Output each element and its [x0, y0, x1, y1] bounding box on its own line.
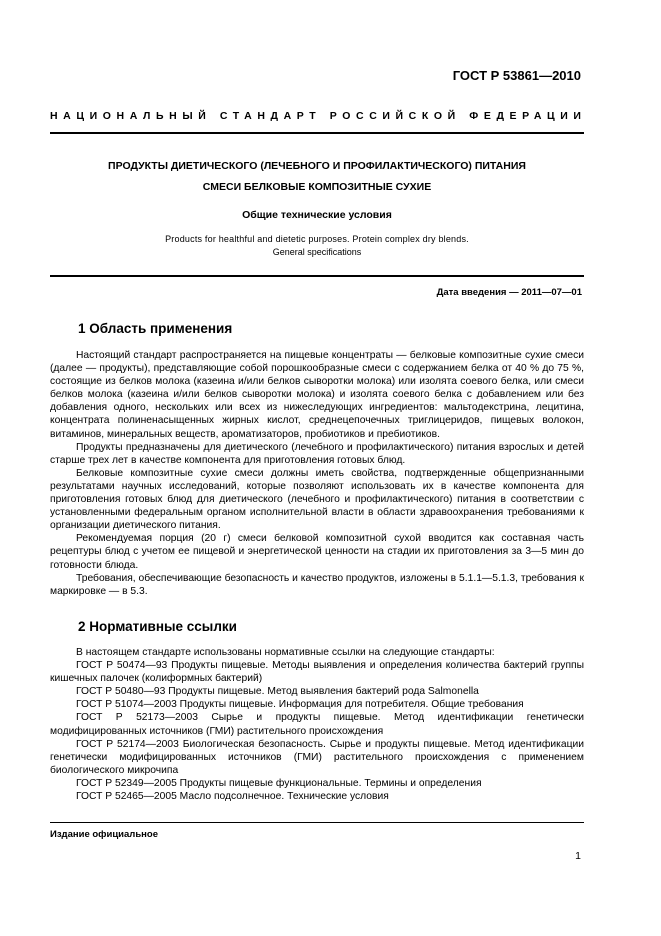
paragraph: Белковые композитные сухие смеси должны иметь свойства, подтвержденные общепризнанными результатами научных исследований, которые позволяют использовать их в качестве компонента для приготовления готовых блюд для диетического (лечебного и профилактического) питания в соответствии с установленными федеральным органом исполнительной власти в области здравоохранения требованиями к организации диетического питания.: [50, 467, 584, 532]
reference-item: ГОСТ Р 52174—2003 Биологическая безопасность. Сырье и продукты пищевые. Метод идентификации генетически модифицированных источников (ГМИ) растительного происхождения с применением биологического микрочипа: [50, 738, 584, 776]
paragraph: Требования, обеспечивающие безопасность и качество продуктов, изложены в 5.1.1—5.1.3, требования к маркировке — в 5.3.: [50, 572, 584, 597]
section-1-heading: 1 Область применения: [78, 321, 233, 336]
paragraph: Продукты предназначены для диетического (лечебного и профилактического) питания взрослых и детей старше трех лет в качестве компонента для приготовления готовых блюд.: [50, 441, 584, 466]
reference-item: В настоящем стандарте использованы нормативные ссылки на следующие стандарты:: [76, 647, 495, 658]
standard-code: ГОСТ Р 53861—2010: [452, 68, 581, 83]
page-number: 1: [575, 850, 581, 862]
official-edition-label: Издание официальное: [50, 829, 158, 840]
section-2-heading: 2 Нормативные ссылки: [78, 619, 237, 634]
paragraph: Рекомендуемая порция (20 г) смеси белковой композитной сухой вводится как составная часть рецептуры блюд с учетом ее пищевой и энергетической ценности на стадии их приготовления за 3—5 мин до готовности блюда.: [50, 533, 584, 571]
reference-item: ГОСТ Р 50474—93 Продукты пищевые. Методы выявления и определения количества бактерий группы кишечных палочек (колиформных бактерий): [50, 660, 584, 685]
national-standard-banner: НАЦИОНАЛЬНЫЙ СТАНДАРТ РОССИЙСКОЙ ФЕДЕРАЦИИ: [50, 110, 587, 122]
reference-item: ГОСТ Р 52465—2005 Масло подсолнечное. Технические условия: [76, 791, 389, 803]
title-divider: [50, 275, 584, 277]
english-title-line2: General specifications: [272, 247, 362, 257]
reference-item: ГОСТ Р 50480—93 Продукты пищевые. Метод выявления бактерий рода Salmonella: [76, 686, 479, 698]
section-2-body: [50, 646, 584, 803]
english-title-line1: Products for healthful and dietetic purposes. Protein complex dry blends.: [165, 234, 469, 244]
top-divider: [50, 132, 584, 134]
footer-divider: [50, 822, 584, 823]
document-title-line1: ПРОДУКТЫ ДИЕТИЧЕСКОГО (ЛЕЧЕБНОГО И ПРОФИЛАКТИЧЕСКОГО) ПИТАНИЯ: [108, 160, 526, 172]
document-title-line2: СМЕСИ БЕЛКОВЫЕ КОМПОЗИТНЫЕ СУХИЕ: [202, 181, 432, 193]
introduction-date: Дата введения — 2011—07—01: [436, 287, 582, 298]
document-subtitle: Общие технические условия: [242, 209, 392, 221]
paragraph: Настоящий стандарт распространяется на пищевые концентраты — белковые композитные сухие смеси (далее — продукты), представляющие собой порошкообразные смеси с содержанием белка от 40 % до 75 %, состоящие из белков молока (казеина и/или белков сыворотки молока) или изолята соевого белка, или смеси белков молока (казеина и/или белков сыворотки молока) и изолята соевого белка с добавлением или без добавления одного, нескольких или всех из нижеследующих ингредиентов: мальтодекстрина, лецитина, концентрата полиненасыщенных жирных кислот, среднецепочечных триглицеридов, пищевых волокон, витаминов, минеральных веществ, ароматизаторов, пробиотиков и пребиотиков.: [50, 350, 584, 440]
reference-item: ГОСТ Р 51074—2003 Продукты пищевые. Информация для потребителя. Общие требования: [76, 699, 524, 711]
reference-item: ГОСТ Р 52173—2003 Сырье и продукты пищевые. Метод идентификации генетически модифицированных источников (ГМИ) растительного происхождения: [50, 712, 584, 737]
section-1-body: [50, 349, 584, 598]
reference-item: ГОСТ Р 52349—2005 Продукты пищевые функциональные. Термины и определения: [76, 777, 482, 789]
